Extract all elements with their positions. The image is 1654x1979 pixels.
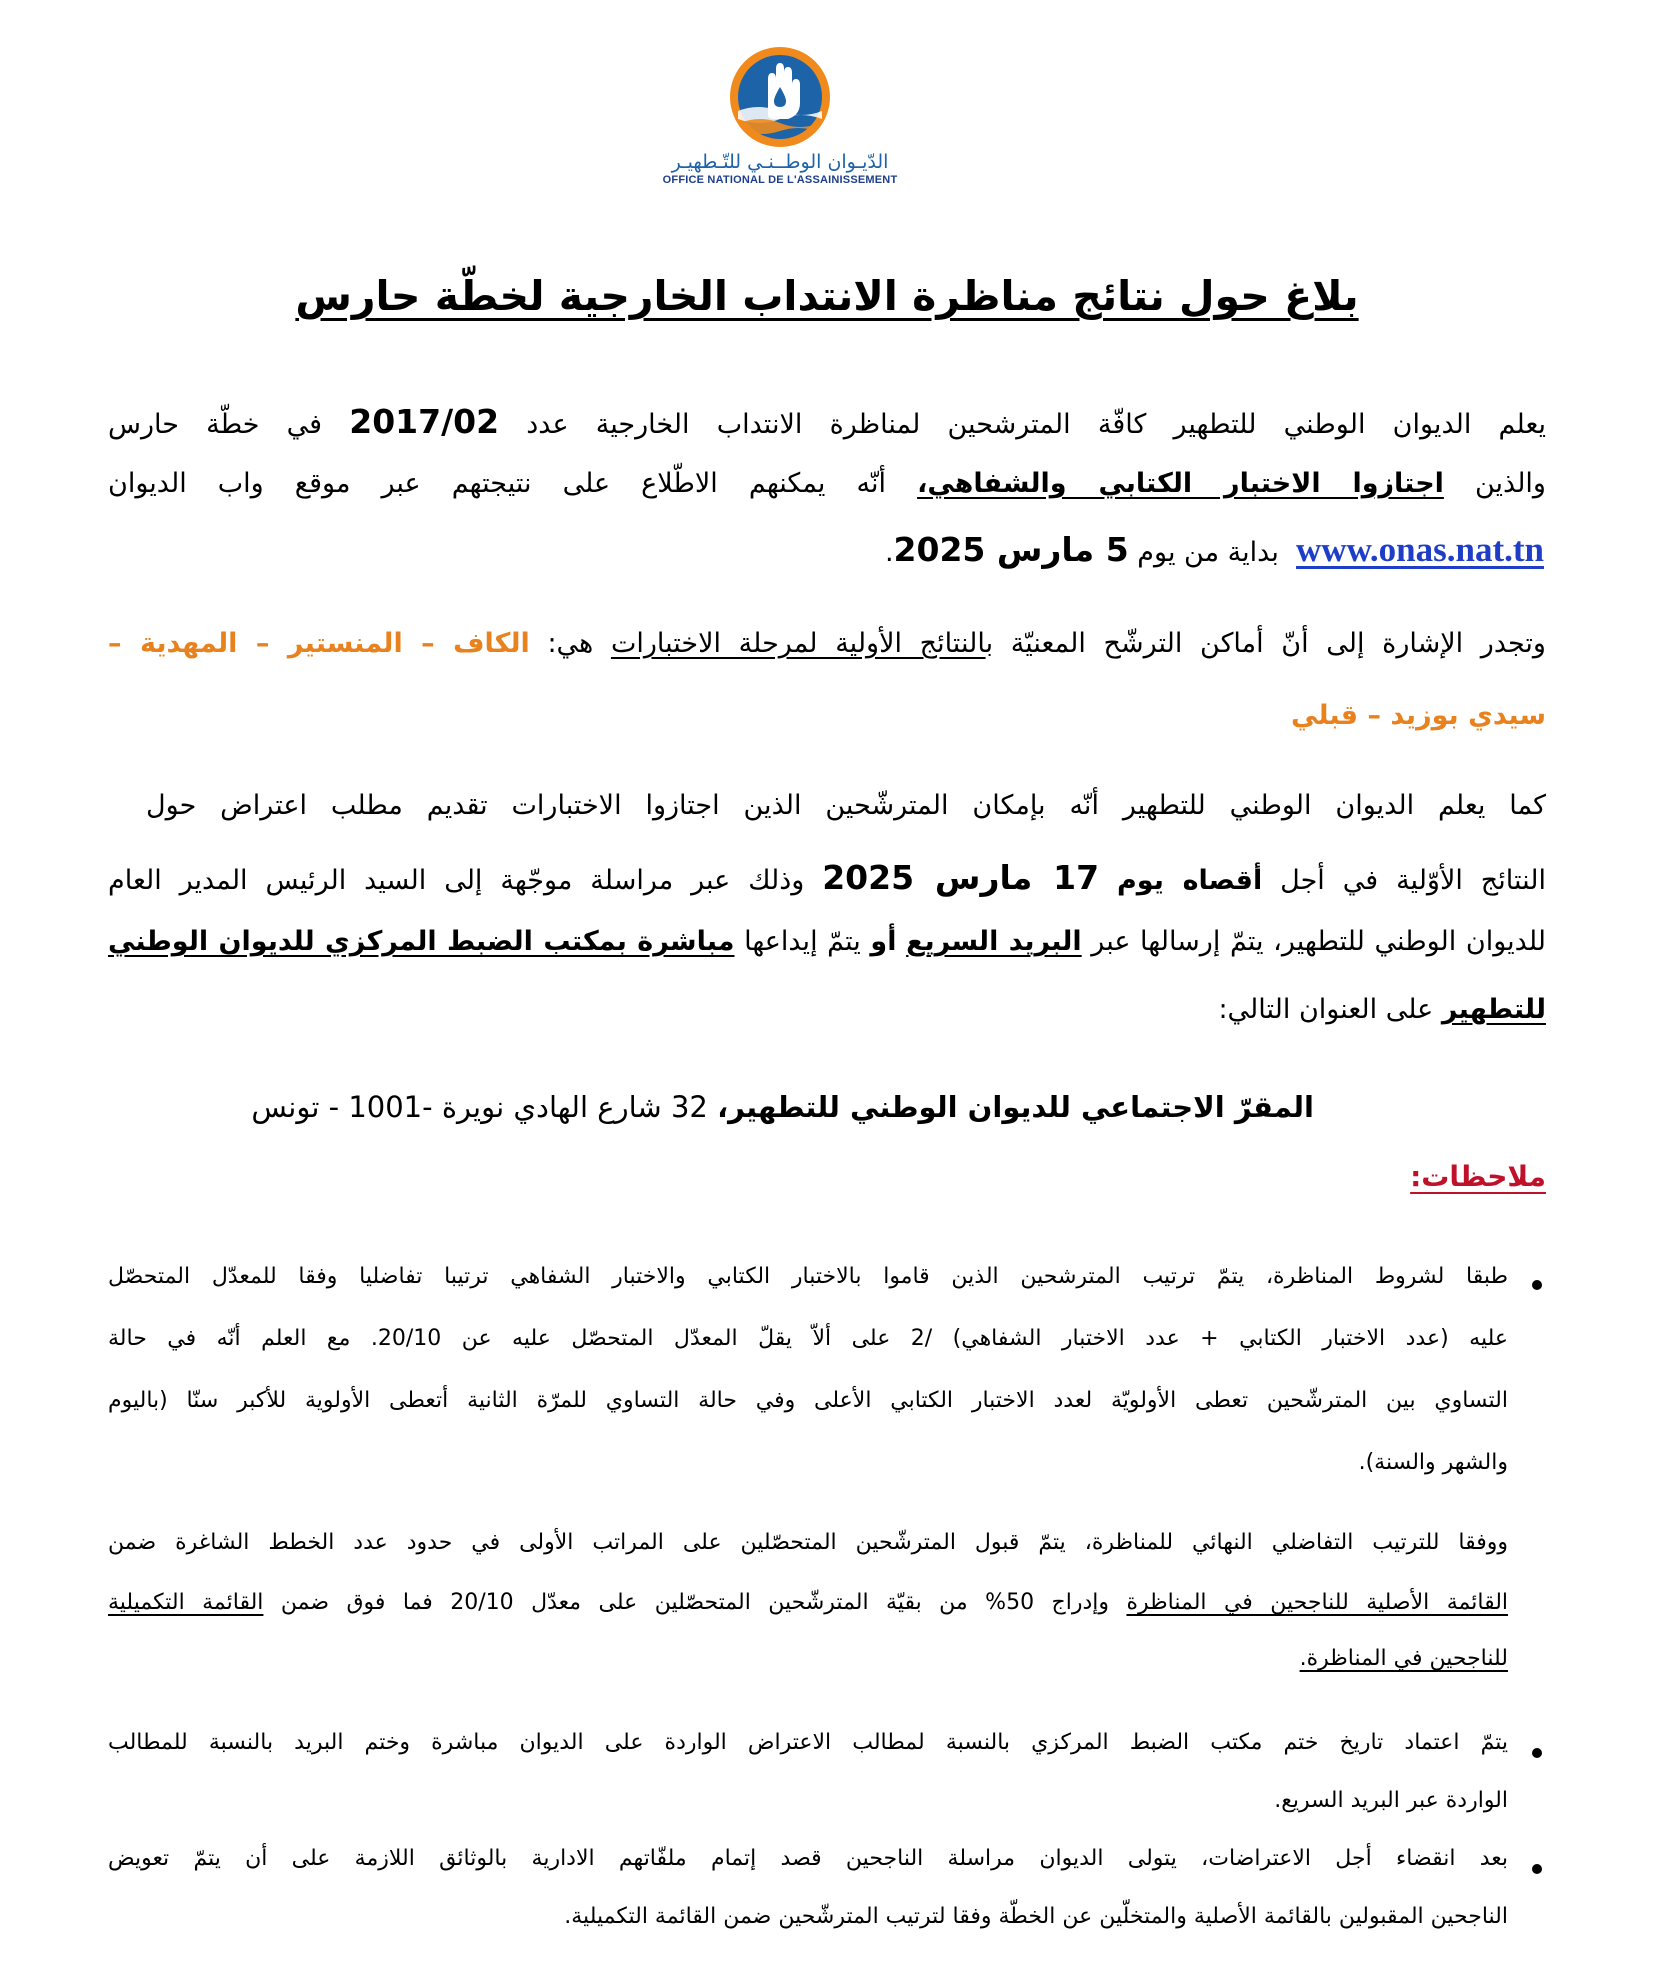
note-4-l1: بعد انقضاء أجل الاعتراضات، يتولى الديوان مراسلة الناجحين قصد إتمام ملفّاتهم الادارية بالوثائق اللازمة على أن يتمّ تعويض <box>108 1846 1508 1871</box>
address-b: 32 شارع الهادي نويرة -1001 - تونس <box>251 1090 708 1124</box>
p3-line-4 <box>108 994 1546 1025</box>
note-1-line-1 <box>108 1264 1508 1289</box>
notes-title <box>108 1160 1546 1193</box>
p1-l1a: يعلم الديوان الوطني للتطهير كافّة المترشحين لمناظرة الانتداب الخارجية عدد <box>526 409 1546 440</box>
p3-l2a: النتائج الأوّلية في أجل <box>1280 865 1546 896</box>
onas-logo <box>660 45 900 205</box>
note-1-line-2 <box>108 1326 1508 1351</box>
bullet-icon <box>1532 1280 1542 1290</box>
address <box>214 1090 1314 1124</box>
note-2-l3: للناجحين في المناظرة. <box>1299 1646 1508 1671</box>
p3-l4a: للتطهير <box>1441 994 1546 1025</box>
p3-l3d: يتمّ إيداعها <box>744 926 861 957</box>
note-3-l1: يتمّ اعتماد تاريخ ختم مكتب الضبط المركزي بالنسبة لمطالب الاعتراض الواردة على الديوان مباشرة وختم البريد بالنسبة للمطالب <box>108 1730 1508 1755</box>
note-1-line-4 <box>108 1450 1508 1475</box>
p1-line-3 <box>106 530 1544 570</box>
note-2-l2b: وإدراج 50% من بقيّة المترشّحين المتحصّلين على معدّل 20/10 فما فوق ضمن <box>280 1590 1109 1615</box>
note-1-l3: التساوي بين المترشّحين تعطى الأولويّة لعدد الاختبار الكتابي الأعلى وفي حالة التساوي للمرّة الثانية أتعطى الأولوية للأكبر سنّا (باليوم <box>108 1388 1508 1413</box>
note-2-l2a: القائمة الأصلية للناجحين في المناظرة <box>1126 1590 1509 1615</box>
results-date: 5 مارس 2025 <box>893 530 1129 569</box>
note-3-line-2 <box>108 1788 1508 1813</box>
bullet-icon <box>1532 1748 1542 1758</box>
notes-title-text: ملاحظات: <box>1410 1160 1546 1193</box>
p3-l4b: على العنوان التالي: <box>1218 994 1434 1025</box>
p1-l1b: في خطّة حارس <box>108 409 323 440</box>
p3-l1: كما يعلم الديوان الوطني للتطهير أنّه بإمكان المترشّحين الذين اجتازوا الاختبارات تقديم مطلب اعتراض حول <box>146 790 1546 821</box>
note-1-l2: عليه (عدد الاختبار الكتابي + عدد الاختبار الشفاهي) /2 على ألاّ يقلّ المعدّل المتحصّل عليه عن 20/10. مع العلم أنّه في حالة <box>108 1326 1508 1351</box>
p1-l2a: والذين <box>1474 468 1546 499</box>
p3-l3b: البريد السريع <box>906 926 1082 957</box>
p1-l2c: أنّه يمكنهم الاطّلاع على نتيجتهم عبر موقع واب الديوان <box>108 468 886 499</box>
places-list-2: سيدي بوزيد – قبلي <box>1291 700 1546 731</box>
note-2-l2c: القائمة التكميلية <box>108 1590 264 1615</box>
address-a: المقرّ الاجتماعي للديوان الوطني للتطهير، <box>717 1090 1314 1124</box>
p3-l2b: أقصاه يوم <box>1117 865 1263 896</box>
website-link[interactable]: www.onas.nat.tn <box>1296 530 1544 569</box>
p2-l1b: النتائج الأولية لمرحلة الاختبارات <box>610 628 986 659</box>
note-1-l4: والشهر والسنة). <box>1358 1450 1508 1475</box>
p3-line-2 <box>108 858 1546 897</box>
note-3-line-1 <box>108 1730 1508 1755</box>
places-list-1: الكاف – المنستير – المهدية – <box>108 628 530 659</box>
bullet-icon <box>1532 1864 1542 1874</box>
p2-l1a: وتجدر الإشارة إلى أنّ أماكن الترشّح المعنيّة ب <box>985 628 1546 659</box>
p1-line-1 <box>108 402 1546 441</box>
p2-line-2 <box>108 700 1546 731</box>
p3-l3e: مباشرة بمكتب الضبط المركزي للديوان الوطني <box>108 926 735 957</box>
p1-line-2 <box>108 468 1546 499</box>
note-4-line-2 <box>108 1904 1508 1929</box>
note-2-l1: ووفقا للترتيب التفاضلي النهائي للمناظرة، يتمّ قبول المترشّحين المتحصّلين على المراتب الأولى في حدود عدد الخطط الشاغرة ضمن <box>108 1530 1508 1555</box>
note-2-line-1 <box>108 1530 1508 1555</box>
logo-arabic-name: الدّيـوان الوطــنـي للتّـطهيـر <box>671 151 889 173</box>
note-2-line-3 <box>108 1646 1508 1671</box>
objection-deadline: 17 مارس 2025 <box>822 858 1100 897</box>
p2-line-1 <box>108 628 1546 659</box>
page-title: بلاغ حول نتائج مناظرة الانتداب الخارجية لخطّة حارس <box>295 272 1359 320</box>
p3-line-3 <box>108 926 1546 957</box>
p3-l2c: وذلك عبر مراسلة موجّهة إلى السيد الرئيس المدير العام <box>108 865 805 896</box>
note-1-line-3 <box>108 1388 1508 1413</box>
logo-french-name: OFFICE NATIONAL DE L'ASSAINISSEMENT <box>662 174 898 186</box>
competition-number: 2017/02 <box>349 402 500 441</box>
p3-line-1 <box>146 790 1546 821</box>
note-1-l1: طبقا لشروط المناظرة، يتمّ ترتيب المترشحين الذين قاموا بالاختبار الكتابي والاختبار الشفاهي ترتيبا تفاضليا وفقا للمعدّل المتحصّل <box>108 1264 1508 1289</box>
p1-l3a: بداية من يوم <box>1137 537 1279 568</box>
p2-l1c: هي: <box>547 628 594 659</box>
p3-l3c: أو <box>870 926 897 957</box>
onas-hand-drop-icon <box>728 45 832 149</box>
note-2-line-2 <box>108 1590 1508 1615</box>
p1-l2b: اجتازوا الاختبار الكتابي والشفاهي، <box>917 468 1444 499</box>
p3-l3a: للديوان الوطني للتطهير، يتمّ إرسالها عبر <box>1091 926 1546 957</box>
p1-l3end: . <box>884 537 894 568</box>
note-4-l2: الناجحين المقبولين بالقائمة الأصلية والمتخلّين عن الخطّة وفقا لترتيب المترشّحين ضمن القائمة التكميلية. <box>564 1904 1508 1929</box>
note-3-l2: الواردة عبر البريد السريع. <box>1274 1788 1508 1813</box>
note-4-line-1 <box>108 1846 1508 1871</box>
